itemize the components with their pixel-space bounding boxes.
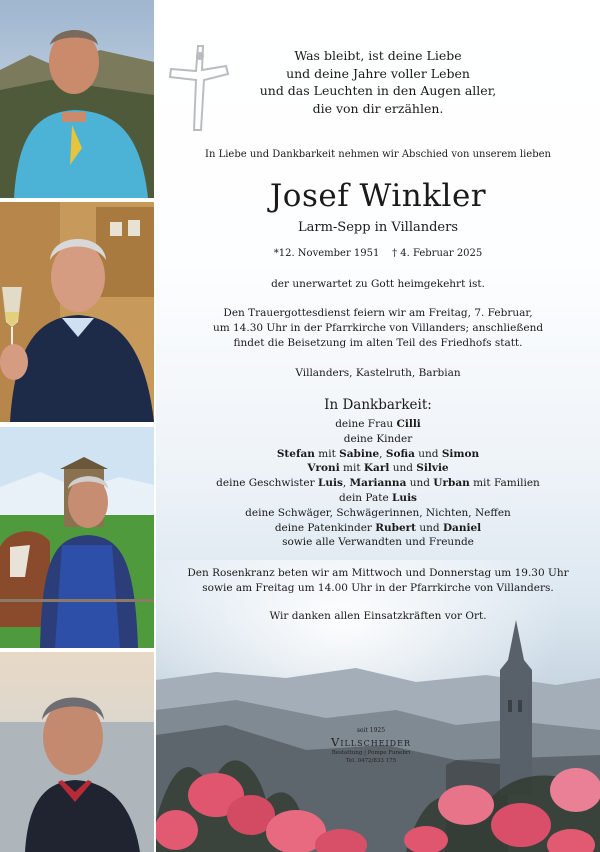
thanks-heading: In Dankbarkeit: (324, 397, 432, 413)
nickname: Larm-Sepp in Villanders (297, 220, 458, 235)
family-child-1: Stefan mit Sabine, Sofia und Simon (276, 447, 480, 460)
places: Villanders, Kastelruth, Barbian (295, 367, 461, 379)
deceased-name: Josef Winkler (269, 178, 487, 214)
rosary-info: Den Rosenkranz beten wir am Mittwoch und Donnerstag um 19.30 Uhr sowie am Freitag um 14.00 Uhr in der Pfarrkirche von Villanders. (187, 567, 569, 594)
family-wife: deine Frau Cilli (335, 418, 421, 430)
photo-portrait-sea (0, 652, 154, 852)
family-inlaws: deine Schwäger, Schwägerinnen, Nichten, Neffen (245, 506, 511, 519)
family-godchildren: deine Patenkinder Rubert und Daniel (274, 521, 482, 534)
photo-toasting-wine (0, 202, 154, 422)
family-godfather: dein Pate Luis (339, 491, 417, 504)
photo-portrait-mountains (0, 0, 154, 198)
intro-text: In Liebe und Dankbarkeit nehmen wir Abschied von unserem lieben (205, 149, 551, 160)
passed-text: der unerwartet zu Gott heimgekehrt ist. (271, 278, 485, 290)
photo-with-cow (0, 427, 154, 648)
service-info: Den Trauergottesdienst feiern wir am Freitag, 7. Februar, um 14.30 Uhr in der Pfarrkirche von Villanders; anschließend findet die Beisetzung im alten Teil des Friedhofs statt. (212, 307, 544, 349)
poem: Was bleibt, ist deine Liebe und deine Jahre voller Leben und das Leuchten in den Augen aller, die von dir erzählen. (259, 48, 497, 116)
family-list (156, 417, 600, 550)
funeral-home-logo: seit 1925 Villscheider Bestattung | Pompe Funebri Tel. 0472/833 175 (331, 727, 411, 764)
family-siblings: deine Geschwister Luis, Marianna und Urban mit Familien (216, 477, 540, 490)
family-relatives: sowie alle Verwandten und Freunde (282, 536, 474, 549)
helpers-thanks: Wir danken allen Einsatzkräften vor Ort. (269, 610, 487, 622)
landscape-church-flowers (156, 560, 600, 852)
obituary-card (156, 0, 600, 852)
photo-column (0, 0, 154, 852)
family-children-label: deine Kinder (343, 432, 413, 445)
family-child-2: Vroni mit Karl und Silvie (307, 462, 449, 475)
life-dates: *12. November 1951 † 4. Februar 2025 (273, 248, 483, 259)
